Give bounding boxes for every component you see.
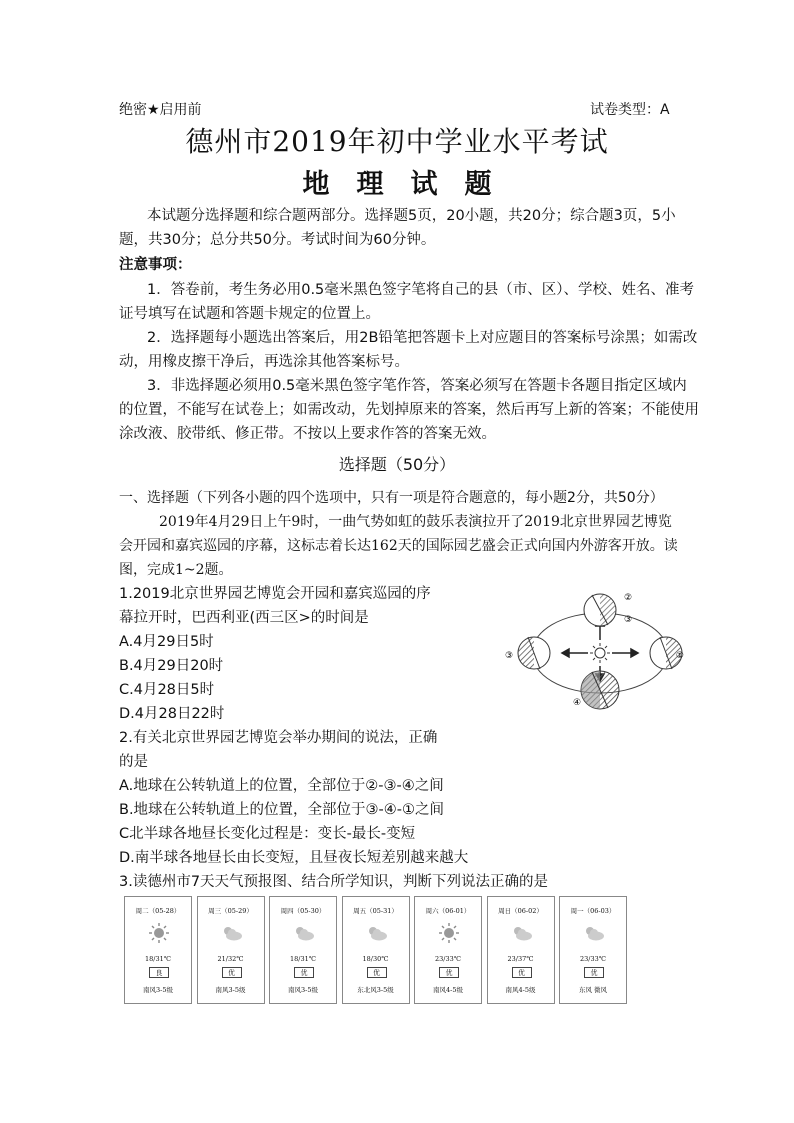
q2-option-a: A.地球在公转轨道上的位置，全部位于②-③-④之间	[119, 778, 444, 794]
orbit-label-5: ③	[505, 651, 514, 661]
exam-title: 德州市2019年初中学业水平考试	[185, 125, 609, 158]
weather-day-card	[269, 896, 337, 1004]
weather-wind: 南风4-5级	[433, 986, 463, 994]
q3-stem: 3.读德州市7天天气预报图、结合所学知识，判断下列说法正确的是	[119, 874, 549, 890]
weather-temperature: 18/30℃	[362, 955, 389, 963]
q1-stem-1: 1.2019北京世界园艺博览会开园和嘉宾巡园的序	[119, 586, 431, 602]
weather-day-label: 周三（05-29）	[208, 907, 253, 915]
air-quality-badge: 良	[149, 967, 169, 978]
intro-line-2: 题，共30分；总分共50分。考试时间为60分钟。	[119, 232, 436, 248]
q2-option-c: C北半球各地昼长变化过程是：变长-最长-变短	[119, 826, 416, 842]
weather-day-card	[487, 896, 555, 1004]
air-quality-badge: 优	[294, 967, 314, 978]
weather-wind: 南风3-5级	[215, 986, 246, 994]
weather-wind: 南风4-5级	[505, 986, 536, 994]
orbit-label-2: ②	[624, 593, 633, 603]
weather-day-card	[124, 896, 192, 1004]
passage-line-2: 会开园和嘉宾巡园的序幕，这标志着长达162天的国际园艺盛会正式向国内外游客开放。读	[119, 538, 678, 554]
weather-day-label: 周六（06-01）	[425, 907, 471, 915]
note-3b: 的位置，不能写在试卷上；如需改动，先划掉原来的答案，然后再写上新的答案；不能使用	[119, 402, 699, 418]
weather-day-label: 周二（05-28）	[135, 907, 181, 915]
note-2b: 动，用橡皮擦干净后，再选涂其他答案标号。	[119, 354, 409, 370]
weather-temperature: 21/32℃	[217, 955, 244, 963]
cloudy-icon	[365, 923, 389, 943]
q1-option-c: C.4月28日5时	[119, 682, 215, 698]
earth-bottom-icon	[581, 671, 619, 709]
q2-option-d: D.南半球各地昼长由长变短，且昼夜长短差别越来越大	[119, 850, 469, 866]
weather-day-card	[197, 896, 265, 1004]
note-3a: 3．非选择题必须用0.5毫米黑色签字笔作答，答案必须写在答题卡各题目指定区域内	[147, 378, 687, 394]
q2-stem-2: 的是	[119, 754, 148, 770]
sunny-icon	[437, 923, 461, 943]
orbit-label-4: ④	[573, 698, 582, 708]
sunny-icon	[147, 923, 171, 943]
q1-option-a: A.4月29日5时	[119, 634, 214, 650]
weather-day-label: 周日（06-02）	[498, 907, 543, 915]
q2-stem-1: 2.有关北京世界园艺博览会举办期间的说法，正确	[119, 730, 438, 746]
weather-day-card	[342, 896, 410, 1004]
note-3c: 涂改液、胶带纸、修正带。不按以上要求作答的答案无效。	[119, 426, 496, 442]
air-quality-badge: 优	[584, 967, 604, 978]
note-1a: 1．答卷前，考生务必用0.5毫米黑色签字笔将自己的县（市、区）、学校、姓名、准考	[147, 282, 695, 298]
weather-day-card	[414, 896, 482, 1004]
weather-temperature: 23/37℃	[507, 955, 534, 963]
orbit-label-1: ①	[675, 651, 684, 661]
weather-wind: 南风3-5级	[143, 986, 173, 994]
cloudy-icon	[292, 923, 316, 943]
weather-temperature: 18/31℃	[144, 955, 171, 963]
earth-top-icon	[584, 594, 616, 626]
subject-title: 地 理 试 题	[302, 169, 492, 200]
cloudy-icon	[582, 923, 606, 943]
weather-day-card	[559, 896, 627, 1004]
orbit-label-3: ③	[624, 615, 633, 625]
section-title: 选择题（50分）	[338, 455, 456, 474]
passage-line-1: 2019年4月29日上午9时，一曲气势如虹的鼓乐表演拉开了2019北京世界园艺博览	[159, 514, 672, 530]
air-quality-badge: 优	[367, 967, 387, 978]
cloudy-icon	[510, 923, 534, 943]
weather-wind: 东北风3-5级	[357, 986, 394, 994]
q1-option-b: B.4月29日20时	[119, 658, 224, 674]
q1-stem-2: 幕拉开时，巴西利亚(西三区>的时间是	[119, 610, 369, 626]
q1-option-d: D.4月28日22时	[119, 706, 225, 722]
air-quality-badge: 优	[222, 967, 242, 978]
weather-temperature: 18/31℃	[289, 955, 316, 963]
weather-wind: 东风 微风	[578, 986, 608, 994]
passage-line-3: 图，完成1~2题。	[119, 562, 233, 578]
sun-icon	[590, 643, 610, 663]
earth-orbit-diagram	[500, 590, 690, 712]
notes-heading: 注意事项：	[119, 257, 192, 273]
q2-option-b: B.地球在公转轨道上的位置，全部位于③-④-①之间	[119, 802, 445, 818]
weather-day-label: 周四（05-30）	[280, 907, 326, 915]
weather-temperature: 23/33℃	[579, 955, 606, 963]
weather-day-label: 周五（05-31）	[353, 907, 398, 915]
intro-line-1: 本试题分选择题和综合题两部分。选择题5页，20小题，共20分；综合题3页，5小	[147, 208, 676, 224]
air-quality-badge: 优	[439, 967, 459, 978]
weather-wind: 南风3-5级	[288, 986, 318, 994]
note-2a: 2．选择题每小题选出答案后，用2B铅笔把答题卡上对应题目的答案标号涂黑；如需改	[147, 330, 698, 346]
weather-day-label: 周一（06-03）	[570, 907, 616, 915]
cloudy-icon	[220, 923, 244, 943]
air-quality-badge: 优	[512, 967, 532, 978]
confidential-mark: 绝密★启用前	[119, 102, 202, 118]
paper-type: 试卷类型：A	[590, 102, 670, 118]
weather-temperature: 23/33℃	[434, 955, 461, 963]
note-1b: 证号填写在试题和答题卡规定的位置上。	[119, 306, 380, 322]
weather-forecast	[124, 896, 629, 1006]
earth-left-icon	[518, 637, 550, 669]
part-heading: 一、选择题（下列各小题的四个选项中，只有一项是符合题意的，每小题2分，共50分）	[119, 490, 664, 506]
